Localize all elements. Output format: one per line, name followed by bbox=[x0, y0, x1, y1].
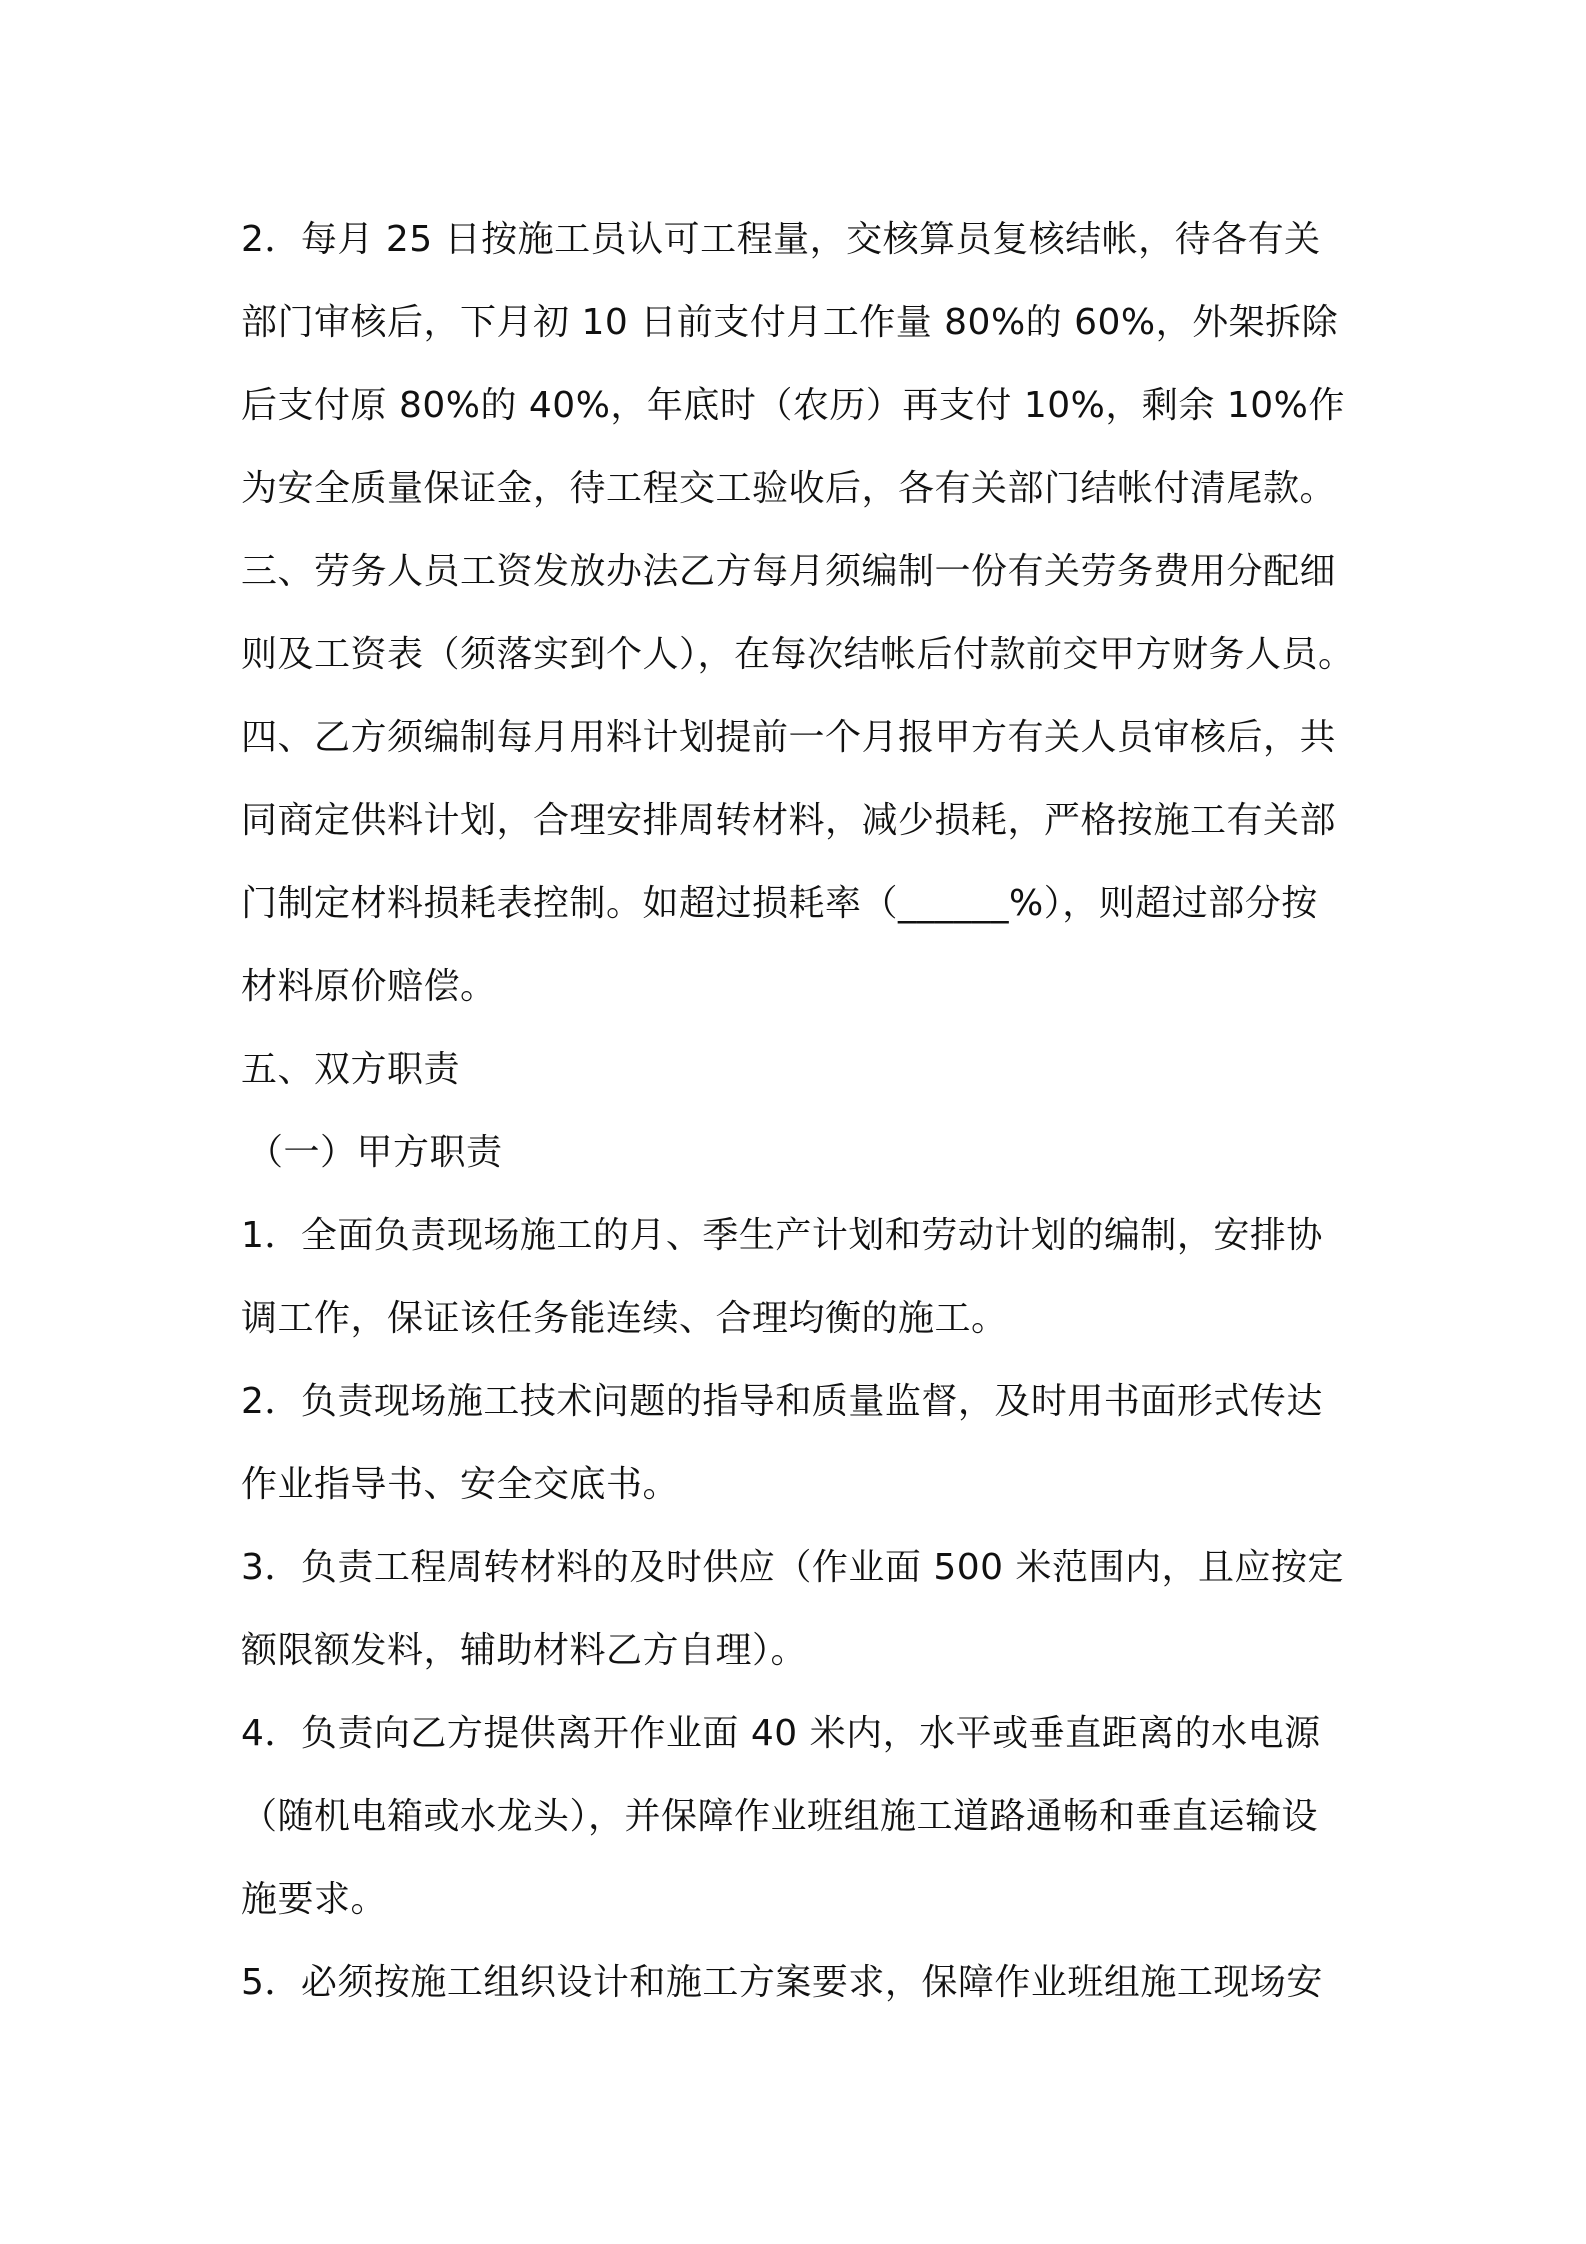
text-line: 为安全质量保证金，待工程交工验收后，各有关部门结帐付清尾款。 bbox=[241, 468, 1337, 509]
text-line: （随机电箱或水龙头），并保障作业班组施工道路通畅和垂直运输设 bbox=[241, 1796, 1319, 1837]
subsection-heading: （一）甲方职责 bbox=[247, 1132, 503, 1173]
text-line: 后支付原 80%的 40%，年底时（农历）再支付 10%，剩余 10%作 bbox=[241, 385, 1345, 426]
text-line: 5．必须按施工组织设计和施工方案要求，保障作业班组施工现场安 bbox=[241, 1962, 1323, 2003]
text-line: 三、劳务人员工资发放办法乙方每月须编制一份有关劳务费用分配细 bbox=[241, 551, 1337, 592]
text-line: 3．负责工程周转材料的及时供应（作业面 500 米范围内，且应按定 bbox=[241, 1547, 1345, 1588]
text-line: 2．负责现场施工技术问题的指导和质量监督，及时用书面形式传达 bbox=[241, 1381, 1323, 1422]
text-line: 1．全面负责现场施工的月、季生产计划和劳动计划的编制，安排协 bbox=[241, 1215, 1323, 1256]
text-line: 调工作，保证该任务能连续、合理均衡的施工。 bbox=[241, 1298, 1008, 1339]
text-line: 2．每月 25 日按施工员认可工程量，交核算员复核结帐，待各有关 bbox=[241, 219, 1321, 260]
text-line: 施要求。 bbox=[241, 1879, 388, 1920]
text-line: 4．负责向乙方提供离开作业面 40 米内，水平或垂直距离的水电源 bbox=[241, 1713, 1321, 1754]
text-line: 作业指导书、安全交底书。 bbox=[241, 1464, 680, 1505]
text-line: 门制定材料损耗表控制。如超过损耗率（______%），则超过部分按 bbox=[241, 883, 1318, 924]
text-line: 部门审核后，下月初 10 日前支付月工作量 80%的 60%，外架拆除 bbox=[241, 302, 1339, 343]
text-line: 四、乙方须编制每月用料计划提前一个月报甲方有关人员审核后，共 bbox=[241, 717, 1337, 758]
text-line: 同商定供料计划，合理安排周转材料，减少损耗，严格按施工有关部 bbox=[241, 800, 1337, 841]
section-heading: 五、双方职责 bbox=[241, 1049, 461, 1090]
text-line: 则及工资表（须落实到个人），在每次结帐后付款前交甲方财务人员。 bbox=[241, 634, 1355, 675]
text-line: 额限额发料，辅助材料乙方自理）。 bbox=[241, 1630, 808, 1671]
document-body bbox=[241, 198, 1366, 2024]
text-line: 材料原价赔偿。 bbox=[241, 966, 497, 1007]
